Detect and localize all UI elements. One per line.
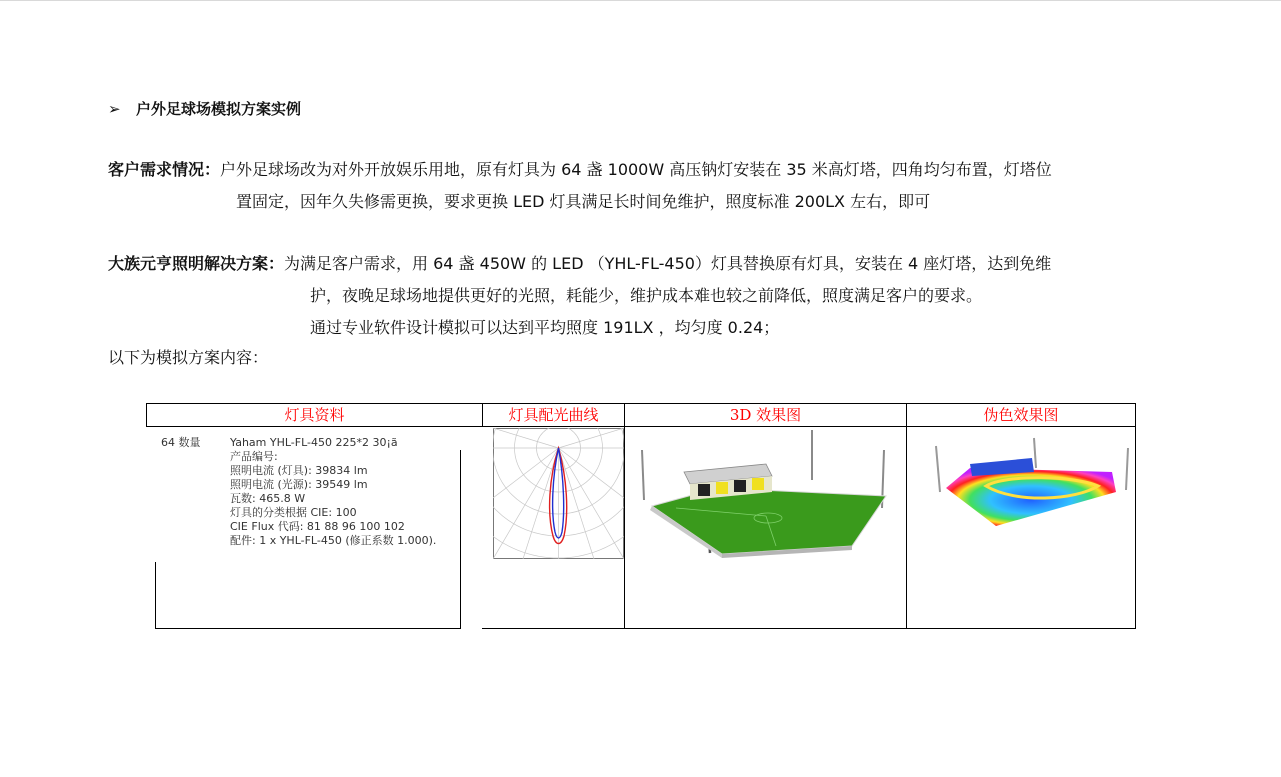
light-tower <box>1126 448 1128 490</box>
light-tower <box>642 450 644 500</box>
solution-text-3: 通过专业软件设计模拟可以达到平均照度 191LX ，均匀度 0.24； <box>310 318 780 337</box>
spec-lines <box>230 436 436 548</box>
spec-box-left <box>155 562 156 629</box>
light-tower <box>1034 438 1036 468</box>
intro-text: 以下为模拟方案内容： <box>108 348 269 367</box>
spec-line: 灯具的分类根据 CIE: 100 <box>230 506 357 519</box>
spec-line: Yaham YHL-FL-450 225*2 30¡ã <box>230 436 398 449</box>
table-header-bottom-border <box>146 426 1136 427</box>
false-color-render <box>926 428 1132 528</box>
stadium-3d-render <box>636 428 898 558</box>
football-field <box>652 488 886 554</box>
grandstand-section <box>752 478 764 490</box>
spec-line: 照明电流 (灯具): 39834 lm <box>230 464 368 477</box>
spec-line: CIE Flux 代码: 81 88 96 100 102 <box>230 520 405 533</box>
requirement-line-1 <box>108 154 1052 186</box>
spec-box-right <box>460 450 461 629</box>
header-light-curve: 灯具配光曲线 <box>508 406 599 424</box>
table-divider-2 <box>624 403 625 629</box>
table-divider-3 <box>906 403 907 629</box>
solution-label: 大族元亨照明解决方案： <box>108 254 285 273</box>
spec-line: 产品编号: <box>230 450 278 463</box>
polar-distribution-diagram <box>493 428 624 559</box>
light-tower <box>936 446 940 492</box>
header-false-color: 伪色效果图 <box>983 406 1059 424</box>
section-title <box>108 98 301 119</box>
solution-line-1 <box>108 248 1051 280</box>
solution-text-1: 为满足客户需求，用 64 盏 450W 的 LED （YHL-FL-450）灯具替换原有灯具，安装在 4 座灯塔，达到免维 <box>284 254 1052 273</box>
spec-line: 配件: 1 x YHL-FL-450 (修正系数 1.000). <box>230 534 437 547</box>
table-bottom-border-right <box>482 628 1136 629</box>
spec-quantity: 64 数量 <box>161 436 201 449</box>
grandstand-section <box>698 484 710 496</box>
header-fixture-data: 灯具资料 <box>284 406 345 424</box>
top-border-line <box>0 0 1281 1</box>
table-right-border <box>1135 403 1136 629</box>
arrow-bullet-icon: ➢ <box>108 100 121 118</box>
solution-text-2: 护，夜晚足球场地提供更好的光照，耗能少，维护成本难也较之前降低，照度满足客户的要求。 <box>310 286 983 305</box>
spec-line: 照明电流 (光源): 39549 lm <box>230 478 368 491</box>
requirement-text-2: 置固定，因年久失修需更换，要求更换 LED 灯具满足长时间免维护，照度标准 200LX 左右，即可 <box>236 192 931 211</box>
header-3d-render: 3D 效果图 <box>729 406 802 424</box>
grandstand-section <box>734 480 746 492</box>
requirement-text-1: 户外足球场改为对外开放娱乐用地，原有灯具为 64 盏 1000W 高压钠灯安装在 35 米高灯塔，四角均匀布置，灯塔位 <box>220 160 1052 179</box>
grandstand-section <box>716 482 728 494</box>
requirement-label: 客户需求情况： <box>108 160 221 179</box>
spec-box-bottom <box>155 628 461 629</box>
section-title-text: 户外足球场模拟方案实例 <box>136 100 302 118</box>
spec-line: 瓦数: 465.8 W <box>230 492 306 505</box>
